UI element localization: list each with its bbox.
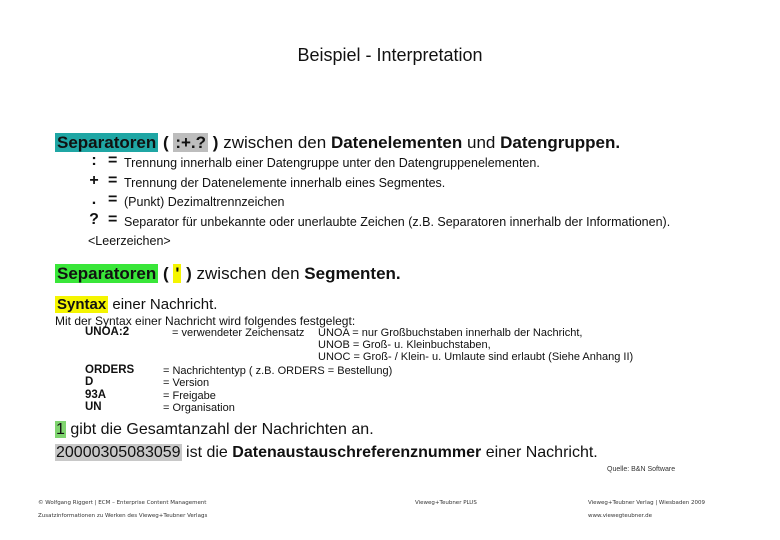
syntax-desc: = verwendeter Zeichensatz — [172, 327, 305, 339]
row-symbol: ? — [89, 211, 99, 228]
message-count-value: 1 — [56, 421, 65, 438]
row-equals: = — [108, 172, 118, 189]
open-paren: ( — [162, 264, 169, 283]
syntax-heading — [55, 296, 217, 313]
footer-publisher: Vieweg+Teubner Verlag | Wiesbaden 2009 — [588, 500, 705, 506]
reference-number: 20000305083059 — [56, 444, 181, 461]
row-text: Separator für unbekannte oder unerlaubte Zeichen (z.B. Separatoren innerhalb der Informationen). — [124, 215, 671, 229]
footer-author: © Wolfgang Riggert | ECM – Enterprise Content Management — [38, 500, 207, 506]
row-text: Trennung der Datenelemente innerhalb eines Segmentes. — [124, 176, 446, 190]
charset-option: UNOB = Groß- u. Kleinbuchstaben, — [318, 339, 491, 351]
syntax-intro: Mit der Syntax einer Nachricht wird folgendes festgelegt: — [55, 314, 356, 328]
heading-mid: zwischen den — [196, 264, 300, 283]
segment-separator-char: ' — [175, 264, 180, 283]
separators-label: Separatoren — [57, 264, 157, 283]
row-symbol: : — [91, 152, 97, 169]
open-paren: ( — [162, 133, 169, 152]
row-text: (Punkt) Dezimaltrennzeichen — [124, 195, 285, 209]
close-paren: ) — [186, 264, 192, 283]
heading-mid: zwischen den — [223, 133, 327, 152]
syntax-key: 93A — [85, 389, 107, 401]
syntax-desc: = Version — [163, 377, 210, 389]
charset-option: UNOA = nur Großbuchstaben innerhalb der Nachricht, — [318, 327, 583, 339]
separators-heading — [55, 133, 620, 153]
syntax-label: Syntax — [57, 296, 107, 313]
footer-plus: Vieweg+Teubner PLUS — [415, 500, 477, 506]
reference-post: einer Nachricht. — [485, 444, 598, 461]
syntax-heading-rest: einer Nachricht. — [112, 296, 218, 313]
footer-info: Zusatzinformationen zu Werken des Vieweg+Teubner Verlags — [38, 513, 208, 519]
reference-line — [55, 444, 598, 462]
row-equals: = — [108, 152, 118, 169]
syntax-key: D — [85, 376, 94, 388]
heading-and: und — [467, 133, 496, 152]
heading-bold-1: Datenelementen — [330, 133, 463, 152]
separators-label: Separatoren — [57, 133, 157, 152]
heading-bold-2: Datengruppen. — [500, 133, 621, 152]
footer-url[interactable]: www.viewegteubner.de — [588, 513, 653, 519]
row-equals: = — [108, 191, 118, 208]
heading-bold: Segmenten. — [304, 264, 401, 283]
row-equals: = — [108, 211, 118, 228]
message-count-line — [55, 421, 374, 439]
close-paren: ) — [212, 133, 219, 152]
row-symbol: . — [91, 191, 97, 208]
syntax-desc: = Freigabe — [163, 390, 216, 402]
row-symbol: + — [89, 172, 99, 189]
message-count-text: gibt die Gesamtanzahl der Nachrichten an. — [70, 421, 374, 438]
segment-separators-heading — [55, 264, 401, 284]
syntax-key: ORDERS — [85, 364, 135, 376]
source-note: Quelle: B&N Software — [607, 466, 676, 473]
reference-term: Datenaustauschreferenznummer — [232, 444, 482, 461]
charset-option: UNOC = Groß- / Klein- u. Umlaute sind erlaubt (Siehe Anhang II) — [318, 351, 634, 363]
reference-pre: ist die — [186, 444, 228, 461]
separator-chars: :+.? — [175, 133, 207, 152]
syntax-key: UN — [85, 401, 102, 413]
syntax-desc: = Nachrichtentyp ( z.B. ORDERS = Bestellung) — [163, 365, 393, 377]
row-text: Trennung innerhalb einer Datengruppe unter den Datengruppenelementen. — [124, 156, 540, 170]
space-label: <Leerzeichen> — [88, 234, 171, 248]
page-title: Beispiel - Interpretation — [297, 45, 483, 65]
syntax-key: UNOA:2 — [85, 326, 130, 338]
syntax-desc: = Organisation — [163, 402, 235, 414]
